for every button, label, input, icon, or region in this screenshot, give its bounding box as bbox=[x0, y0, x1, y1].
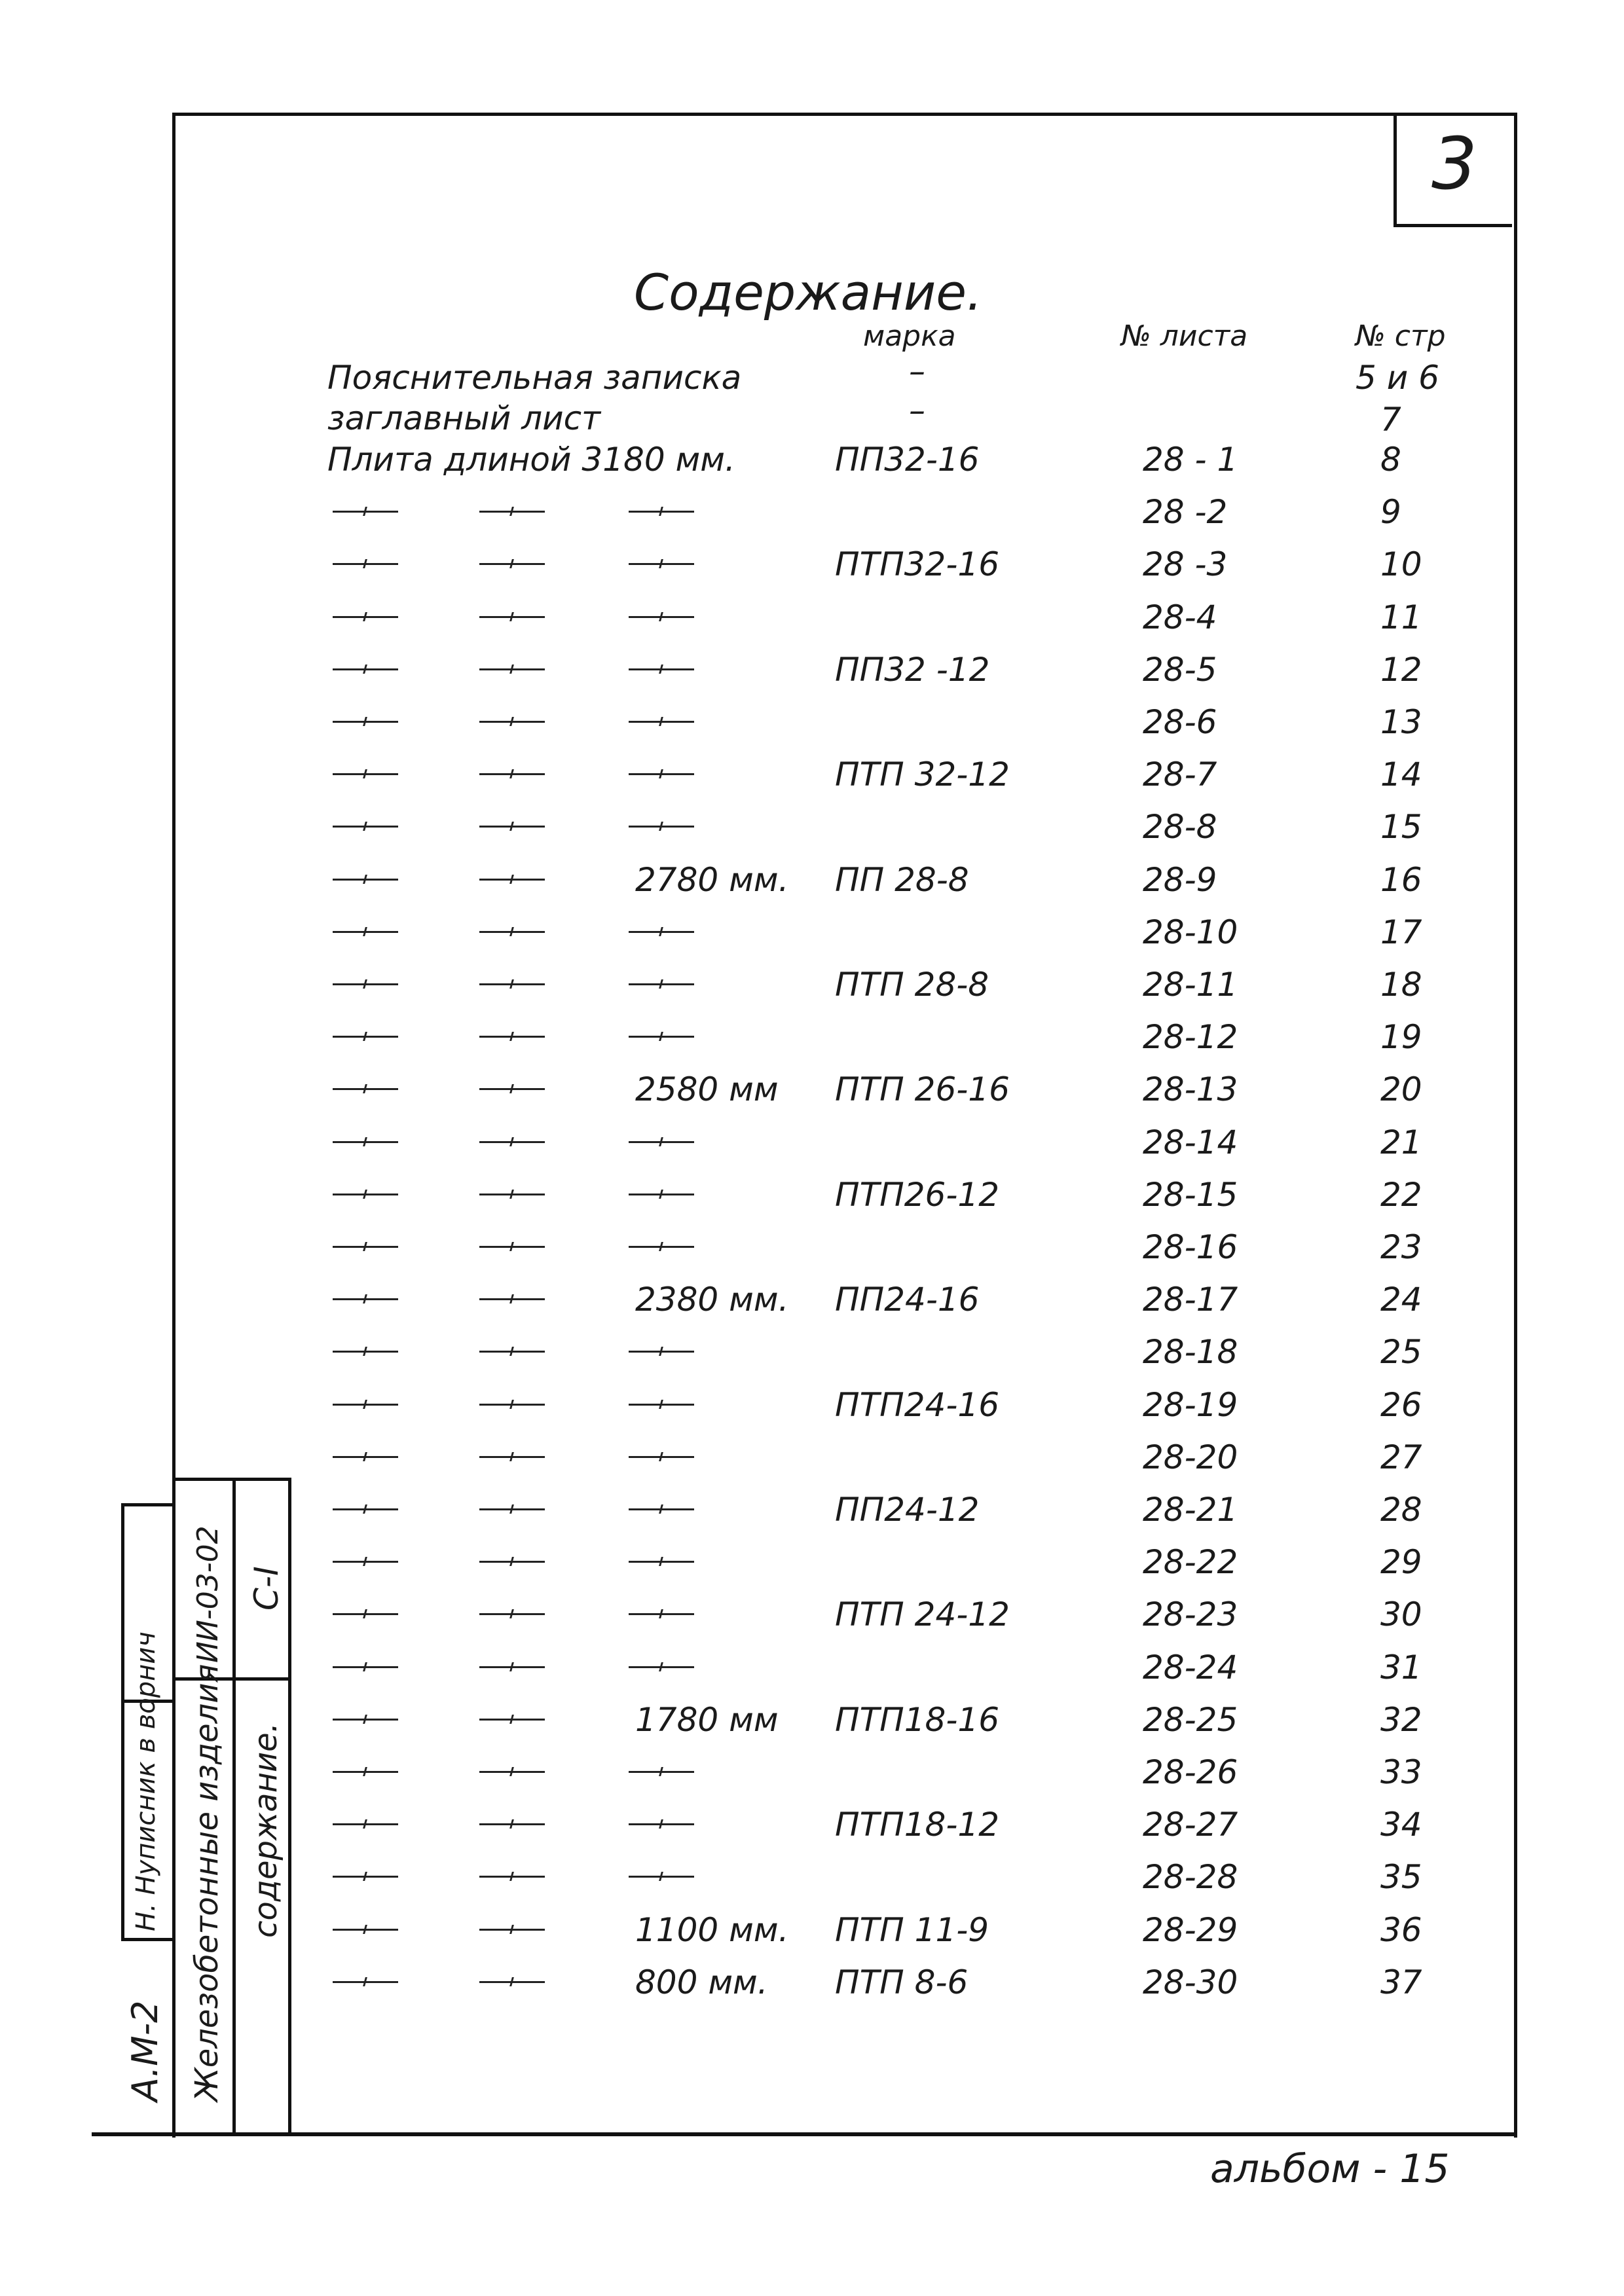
table-row bbox=[0, 1910, 1624, 1963]
row-length: 1780 мм bbox=[635, 1701, 779, 1739]
sheet-number-box bbox=[1393, 113, 1512, 227]
row-page-number: 18 bbox=[1380, 966, 1422, 1004]
table-row bbox=[0, 1070, 1624, 1122]
row-marka: ПТП 26-16 bbox=[835, 1070, 1010, 1108]
row-sheet-number: 28-12 bbox=[1143, 1018, 1238, 1056]
row-page-number: 12 bbox=[1380, 651, 1422, 689]
row-marka: ПТП 32-12 bbox=[835, 756, 1010, 793]
row-marka: ПТП24-16 bbox=[835, 1386, 1000, 1424]
row-page-number: 8 bbox=[1380, 441, 1401, 479]
table-row bbox=[0, 1385, 1624, 1438]
table-row bbox=[0, 598, 1624, 650]
bottom-rule bbox=[92, 2132, 1514, 2136]
row-marka: ПТП32-16 bbox=[835, 545, 1000, 583]
row-sheet-number: 28 -2 bbox=[1143, 493, 1228, 531]
row-sheet-number: 28-18 bbox=[1143, 1333, 1238, 1371]
stamp-section: С-I bbox=[248, 1566, 286, 1611]
row-sheet-number: 28-10 bbox=[1143, 913, 1238, 951]
table-row bbox=[0, 1228, 1624, 1280]
row-length: 2380 мм. bbox=[635, 1281, 789, 1319]
row-length: 2580 мм bbox=[635, 1070, 779, 1108]
album-number: альбом - 15 bbox=[1210, 2146, 1450, 2192]
row-marka: ПП24-12 bbox=[835, 1491, 980, 1529]
table-row bbox=[0, 545, 1624, 597]
row-marka: ПТП18-16 bbox=[835, 1701, 1000, 1739]
row-page-number: 29 bbox=[1380, 1543, 1422, 1581]
row-sheet-number: 28-16 bbox=[1143, 1228, 1238, 1266]
row-page-number: 32 bbox=[1380, 1701, 1422, 1739]
table-row bbox=[0, 1175, 1624, 1228]
row-page-number: 23 bbox=[1380, 1228, 1422, 1266]
row-page-number: 22 bbox=[1380, 1176, 1422, 1214]
row-sheet-number: 28-20 bbox=[1143, 1438, 1238, 1476]
row-sheet-number: 28-7 bbox=[1143, 756, 1217, 793]
header-marka: марка bbox=[863, 319, 956, 353]
pre-row-page: 7 bbox=[1380, 401, 1401, 439]
table-row bbox=[0, 1648, 1624, 1700]
stamp-doc-title: содержание. bbox=[248, 1722, 284, 1938]
row-page-number: 9 bbox=[1380, 493, 1401, 531]
table-row bbox=[0, 1595, 1624, 1647]
table-row bbox=[0, 1123, 1624, 1175]
row-marka: ПТП18-12 bbox=[835, 1806, 1000, 1844]
row-page-number: 13 bbox=[1380, 703, 1422, 741]
row-page-number: 14 bbox=[1380, 756, 1422, 793]
stamp-author: Н. Нуписник в ворнич bbox=[131, 1631, 161, 1931]
pre-row-marka: – bbox=[909, 392, 925, 429]
row-sheet-number: 28-5 bbox=[1143, 651, 1217, 689]
row-page-number: 35 bbox=[1380, 1858, 1422, 1896]
row-marka: ПТП26-12 bbox=[835, 1176, 1000, 1214]
row-page-number: 25 bbox=[1380, 1333, 1422, 1371]
table-row bbox=[0, 1542, 1624, 1595]
stamp-topic: Железобетонные изделия bbox=[189, 1664, 225, 2102]
row-sheet-number: 28-9 bbox=[1143, 861, 1217, 899]
row-page-number: 20 bbox=[1380, 1070, 1422, 1108]
table-row bbox=[0, 650, 1624, 702]
row-sheet-number: 28-19 bbox=[1143, 1386, 1238, 1424]
table-row bbox=[0, 1805, 1624, 1857]
table-row bbox=[0, 1280, 1624, 1332]
row-page-number: 16 bbox=[1380, 861, 1422, 899]
header-page-number: № стр bbox=[1356, 319, 1446, 353]
row-sheet-number: 28-14 bbox=[1143, 1123, 1238, 1161]
table-row bbox=[0, 440, 1624, 492]
row-page-number: 17 bbox=[1380, 913, 1422, 951]
row-marka: ПТП 8-6 bbox=[835, 1963, 969, 2001]
row-page-number: 11 bbox=[1380, 598, 1422, 636]
stamp-series: А.М-2 bbox=[124, 2000, 166, 2102]
table-row bbox=[0, 807, 1624, 860]
row-sheet-number: 28-29 bbox=[1143, 1911, 1238, 1949]
row-length: 800 мм. bbox=[635, 1963, 768, 2001]
table-row bbox=[0, 1857, 1624, 1910]
row-length: 1100 мм. bbox=[635, 1911, 789, 1949]
table-row bbox=[0, 965, 1624, 1017]
table-row bbox=[0, 1438, 1624, 1490]
row-page-number: 34 bbox=[1380, 1806, 1422, 1844]
table-row bbox=[0, 860, 1624, 913]
row-sheet-number: 28-21 bbox=[1143, 1491, 1238, 1529]
table-row bbox=[0, 1963, 1624, 2015]
table-row bbox=[0, 1753, 1624, 1805]
row-page-number: 30 bbox=[1380, 1595, 1422, 1633]
table-row bbox=[0, 755, 1624, 807]
row-sheet-number: 28-13 bbox=[1143, 1070, 1238, 1108]
table-row bbox=[0, 913, 1624, 965]
row-marka: ПТП 11-9 bbox=[835, 1911, 989, 1949]
row-sheet-number: 28-23 bbox=[1143, 1595, 1238, 1633]
row-sheet-number: 28-6 bbox=[1143, 703, 1217, 741]
row-sheet-number: 28-28 bbox=[1143, 1858, 1238, 1896]
row-sheet-number: 28-22 bbox=[1143, 1543, 1238, 1581]
row-sheet-number: 28-8 bbox=[1143, 808, 1217, 846]
pre-row-page: 5 и 6 bbox=[1356, 359, 1439, 397]
row-sheet-number: 28-15 bbox=[1143, 1176, 1238, 1214]
table-row bbox=[0, 1017, 1624, 1070]
row-sheet-number: 28-26 bbox=[1143, 1753, 1238, 1791]
row-sheet-number: 28 -3 bbox=[1143, 545, 1228, 583]
row-page-number: 15 bbox=[1380, 808, 1422, 846]
row-marka: ПП24-16 bbox=[835, 1281, 980, 1319]
row-page-number: 27 bbox=[1380, 1438, 1422, 1476]
table-row bbox=[0, 1332, 1624, 1385]
page-title: Содержание. bbox=[634, 263, 983, 321]
row-description: Плита длиной 3180 мм. bbox=[327, 441, 735, 479]
row-marka: ПП32-16 bbox=[835, 441, 980, 479]
row-page-number: 21 bbox=[1380, 1123, 1422, 1161]
row-sheet-number: 28-30 bbox=[1143, 1963, 1238, 2001]
pre-row-desc: заглавный лист bbox=[327, 399, 601, 437]
row-sheet-number: 28 - 1 bbox=[1143, 441, 1238, 479]
row-page-number: 31 bbox=[1380, 1649, 1422, 1686]
pre-row-desc: Пояснительная записка bbox=[327, 359, 742, 397]
row-marka: ПП 28-8 bbox=[835, 861, 969, 899]
row-sheet-number: 28-27 bbox=[1143, 1806, 1238, 1844]
row-sheet-number: 28-11 bbox=[1143, 966, 1238, 1004]
row-page-number: 33 bbox=[1380, 1753, 1422, 1791]
row-page-number: 10 bbox=[1380, 545, 1422, 583]
header-sheet-number: № листа bbox=[1121, 319, 1248, 353]
pre-row-marka: – bbox=[909, 352, 925, 390]
row-page-number: 26 bbox=[1380, 1386, 1422, 1424]
row-page-number: 28 bbox=[1380, 1491, 1422, 1529]
row-sheet-number: 28-25 bbox=[1143, 1701, 1238, 1739]
row-sheet-number: 28-4 bbox=[1143, 598, 1217, 636]
row-sheet-number: 28-17 bbox=[1143, 1281, 1238, 1319]
row-marka: ПТП 24-12 bbox=[835, 1595, 1010, 1633]
table-row bbox=[0, 1490, 1624, 1542]
row-sheet-number: 28-24 bbox=[1143, 1649, 1238, 1686]
row-marka: ПП32 -12 bbox=[835, 651, 990, 689]
row-marka: ПТП 28-8 bbox=[835, 966, 989, 1004]
table-row bbox=[0, 492, 1624, 545]
sheet-number: 3 bbox=[1431, 122, 1477, 206]
row-page-number: 36 bbox=[1380, 1911, 1422, 1949]
table-row bbox=[0, 1700, 1624, 1753]
table-row bbox=[0, 702, 1624, 755]
row-page-number: 19 bbox=[1380, 1018, 1422, 1056]
row-page-number: 24 bbox=[1380, 1281, 1422, 1319]
row-page-number: 37 bbox=[1380, 1963, 1422, 2001]
stamp-code: ИИ-03-02 bbox=[191, 1525, 225, 1663]
row-length: 2780 мм. bbox=[635, 861, 789, 899]
